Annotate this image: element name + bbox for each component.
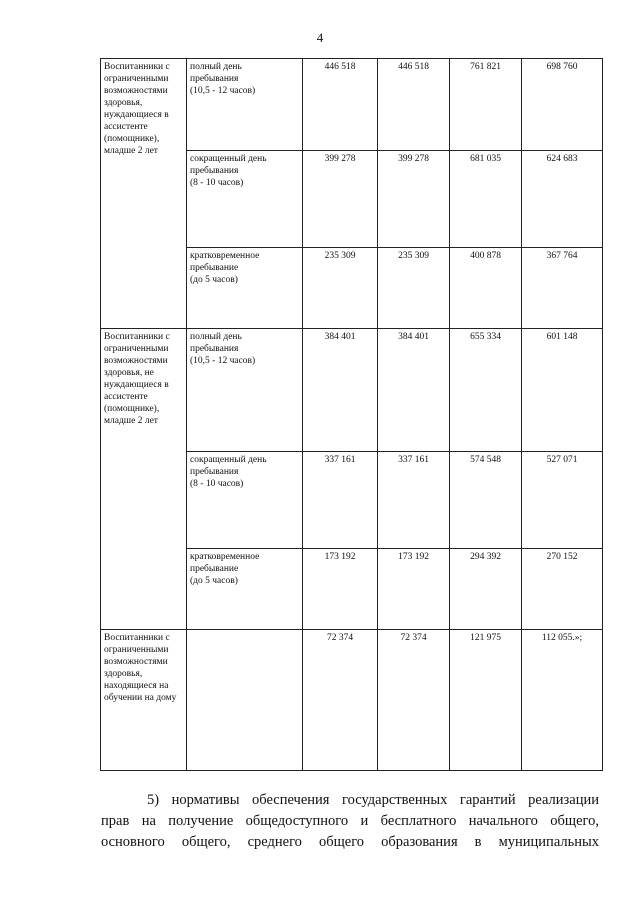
stay-mode-cell xyxy=(187,630,303,771)
value-cell: 235 309 xyxy=(378,248,450,329)
value-cell: 337 161 xyxy=(378,452,450,549)
table-row xyxy=(101,59,603,151)
value-cell: 399 278 xyxy=(303,151,378,248)
value-cell: 399 278 xyxy=(378,151,450,248)
value-cell: 384 401 xyxy=(378,329,450,452)
value-cell: 337 161 xyxy=(303,452,378,549)
value-cell: 294 392 xyxy=(450,549,522,630)
value-cell: 574 548 xyxy=(450,452,522,549)
value-cell: 72 374 xyxy=(303,630,378,771)
value-cell: 655 334 xyxy=(450,329,522,452)
table-row xyxy=(101,630,603,771)
stay-mode-cell: полный день пребывания (10,5 - 12 часов) xyxy=(187,329,303,452)
paragraph-line: основного общего, среднего общего образования в муниципальных xyxy=(101,834,599,850)
page-number: 4 xyxy=(316,30,324,45)
stay-mode-cell: сокращенный день пребывания (8 - 10 часов) xyxy=(187,151,303,248)
value-cell: 698 760 xyxy=(522,59,603,151)
value-cell: 761 821 xyxy=(450,59,522,151)
value-cell: 527 071 xyxy=(522,452,603,549)
value-cell: 367 764 xyxy=(522,248,603,329)
stay-mode-cell: кратковременное пребывание (до 5 часов) xyxy=(187,549,303,630)
normatives-table xyxy=(100,58,603,771)
value-cell: 270 152 xyxy=(522,549,603,630)
value-cell: 446 518 xyxy=(378,59,450,151)
group-label: Воспитанники с ограниченными возможностями здоровья, нуждающиеся в ассистенте (помощнике), младше 2 лет xyxy=(101,59,187,329)
value-cell: 681 035 xyxy=(450,151,522,248)
value-cell: 384 401 xyxy=(303,329,378,452)
group-label: Воспитанники с ограниченными возможностями здоровья, находящиеся на обучении на дому xyxy=(101,630,187,771)
value-cell: 235 309 xyxy=(303,248,378,329)
value-cell: 72 374 xyxy=(378,630,450,771)
value-cell: 112 055.»; xyxy=(522,630,603,771)
paragraph-line: 5) нормативы обеспечения государственных гарантий реализации xyxy=(147,792,599,808)
value-cell: 121 975 xyxy=(450,630,522,771)
value-cell: 173 192 xyxy=(303,549,378,630)
table-row xyxy=(101,329,603,452)
value-cell: 601 148 xyxy=(522,329,603,452)
paragraph-line: прав на получение общедоступного и бесплатного начального общего, xyxy=(101,813,599,829)
value-cell: 446 518 xyxy=(303,59,378,151)
value-cell: 624 683 xyxy=(522,151,603,248)
stay-mode-cell: кратковременное пребывание (до 5 часов) xyxy=(187,248,303,329)
stay-mode-cell: сокращенный день пребывания (8 - 10 часов) xyxy=(187,452,303,549)
stay-mode-cell: полный день пребывания (10,5 - 12 часов) xyxy=(187,59,303,151)
body-paragraph xyxy=(101,790,599,853)
group-label: Воспитанники с ограниченными возможностями здоровья, не нуждающиеся в ассистенте (помощнике), младше 2 лет xyxy=(101,329,187,630)
value-cell: 400 878 xyxy=(450,248,522,329)
value-cell: 173 192 xyxy=(378,549,450,630)
